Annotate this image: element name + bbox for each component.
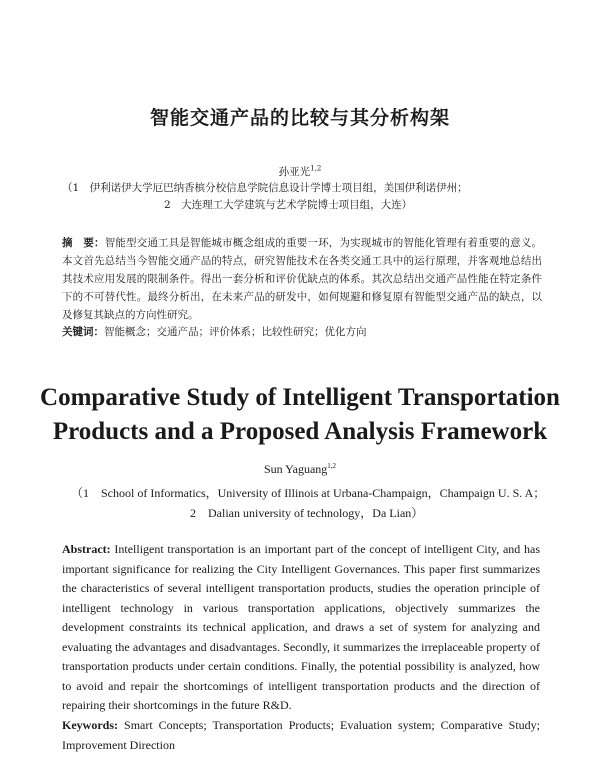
chinese-keywords-text: 智能概念；交通产品；评价体系；比较性研究；优化方向 bbox=[104, 326, 367, 338]
english-abstract bbox=[62, 540, 540, 716]
chinese-keywords-label: 关键词： bbox=[62, 326, 104, 338]
english-abstract-text: Intelligent transportation is an important part of the concept of intelligent City, and has important significance for realizing the City Intelligent Governances. This paper first summarizes the characteristics of several intelligent transportation products, studies the operation principle of intelligent technology in various transportation applications, objectively summarizes the development constraints its technical application, and draws a set of system for analyzing and evaluating the advantages and disadvantages. Secondly, it summarizes the irreplaceable property of transportation products under certain conditions. Finally, the potential possibility is analyzed, how to avoid and repair the shortcomings of intelligent transportation products and the direction of repairing their shortcomings in the future R&D. bbox=[62, 542, 541, 712]
chinese-affiliation-1: （1 伊利诺伊大学厄巴纳香槟分校信息学院信息设计学博士项目组，美国伊利诺伊州； bbox=[62, 182, 468, 194]
english-affiliation-2: 2 Dalian university of technology，Da Lian） bbox=[190, 506, 424, 520]
english-author-superscript: 1,2 bbox=[327, 462, 337, 470]
chinese-author-name: 孙亚光 bbox=[278, 166, 311, 178]
english-title bbox=[40, 381, 560, 449]
chinese-abstract-label: 摘 要： bbox=[62, 237, 105, 249]
english-title-line-2: Products and a Proposed Analysis Framework bbox=[52, 418, 548, 445]
english-keywords-text: Smart Concepts; Transportation Products; Evaluation system; Comparative Study; Improvement Direction bbox=[62, 718, 541, 752]
chinese-author bbox=[0, 164, 600, 179]
chinese-author-superscript: 1,2 bbox=[310, 164, 322, 173]
english-keywords-label: Keywords: bbox=[62, 718, 118, 732]
english-affiliation-1: （1 School of Informatics，University of Illinois at Urbana-Champaign，Champaign U. S. A； bbox=[71, 486, 546, 500]
english-keywords bbox=[62, 716, 540, 755]
chinese-title: 智能交通产品的比较与其分析构架 bbox=[149, 107, 450, 129]
chinese-abstract-text: 智能型交通工具是智能城市概念组成的重要一环，为实现城市的智能化管理有着重要的意义。本文首先总结当今智能交通产品的特点，研究智能技术在各类交通工具中的运行原理，并客观地总结出其技术应用发展的限制条件。得出一套分析和评价优缺点的体系。其次总结出交通产品性能在特定条件下的不可替代性。最终分析出，在未来产品的研发中，如何规避和修复原有智能型交通产品的缺点，以及修复其缺点的方向性研究。 bbox=[62, 237, 543, 321]
english-abstract-label: Abstract: bbox=[62, 542, 111, 556]
english-title-line-1: Comparative Study of Intelligent Transportation bbox=[40, 384, 560, 411]
english-author-name: Sun Yaguang bbox=[263, 462, 328, 476]
chinese-affiliation-2: 2 大连理工大学建筑与艺术学院博士项目组，大连） bbox=[164, 199, 413, 211]
chinese-keywords bbox=[62, 323, 542, 341]
chinese-abstract bbox=[62, 234, 542, 324]
english-author bbox=[0, 462, 600, 477]
